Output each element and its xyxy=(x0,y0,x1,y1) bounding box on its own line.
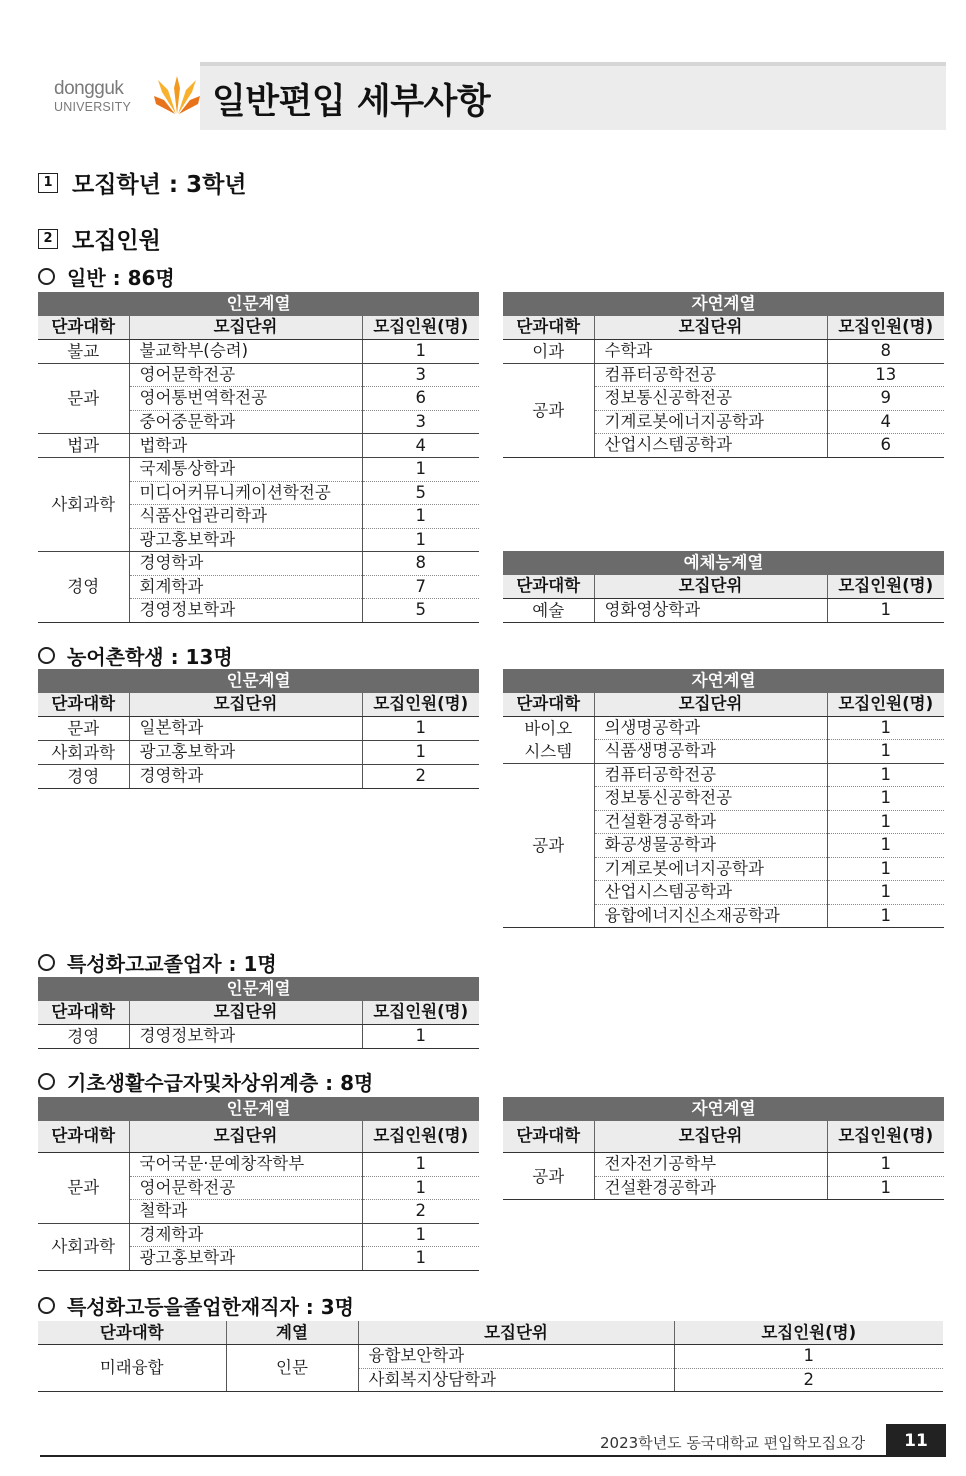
col-header-track: 계열 xyxy=(226,1321,358,1345)
count-cell: 1 xyxy=(827,904,944,928)
col-header-college: 단과대학 xyxy=(38,1121,129,1153)
col-header-count: 모집인원(명) xyxy=(674,1321,943,1345)
count-cell: 1 xyxy=(827,881,944,905)
college-cell: 경영 xyxy=(38,764,129,788)
college-cell: 사회과학 xyxy=(38,458,129,552)
count-cell: 3 xyxy=(362,363,479,387)
logo-subtext: UNIVERSITY xyxy=(54,100,132,114)
table-row xyxy=(38,363,479,387)
col-header-count: 모집인원(명) xyxy=(362,1001,479,1025)
college-cell: 경영 xyxy=(38,1024,129,1048)
college-cell: 바이오 시스템 xyxy=(503,716,594,763)
table-row xyxy=(503,763,944,787)
unit-cell: 화공생물공학과 xyxy=(594,834,827,858)
count-cell: 1 xyxy=(362,1024,479,1048)
unit-cell: 미디어커뮤니케이션학전공 xyxy=(129,481,362,505)
count-cell: 1 xyxy=(827,1176,944,1200)
page-number: 11 xyxy=(886,1424,946,1457)
circle-bullet-icon xyxy=(38,1073,55,1090)
college-cell: 법과 xyxy=(38,434,129,458)
subsection-title: 일반 : 86명 xyxy=(67,266,175,290)
unit-cell: 국제통상학과 xyxy=(129,458,362,482)
count-cell: 1 xyxy=(362,458,479,482)
general-arts-table xyxy=(503,551,944,623)
table-caption: 자연계열 xyxy=(503,292,944,316)
page-title: 일반편입 세부사항 xyxy=(212,82,491,122)
count-cell: 1 xyxy=(362,1223,479,1247)
college-cell: 경영 xyxy=(38,552,129,623)
count-cell: 1 xyxy=(827,598,944,622)
circle-bullet-icon xyxy=(38,1297,55,1314)
general-science-table xyxy=(503,292,944,458)
count-cell: 1 xyxy=(362,1153,479,1177)
table-caption: 인문계열 xyxy=(38,1097,479,1121)
lotus-logo-icon xyxy=(154,74,200,116)
college-cell: 문과 xyxy=(38,1153,129,1224)
table-caption: 인문계열 xyxy=(38,292,479,316)
basic-science-table xyxy=(503,1097,944,1200)
unit-cell: 국어국문·문예창작학부 xyxy=(129,1153,362,1177)
section-number-box: 2 xyxy=(38,229,58,249)
count-cell: 1 xyxy=(827,787,944,811)
subsection-title: 특성화고등을졸업한재직자 : 3명 xyxy=(67,1295,354,1319)
section-recruit-year xyxy=(38,166,247,199)
col-header-count: 모집인원(명) xyxy=(362,316,479,340)
unit-cell: 경영정보학과 xyxy=(129,1024,362,1048)
unit-cell: 철학과 xyxy=(129,1200,362,1224)
count-cell: 3 xyxy=(362,410,479,434)
title-bar xyxy=(200,62,946,130)
table-row xyxy=(38,339,479,363)
subsection-title: 특성화고교졸업자 : 1명 xyxy=(67,952,277,976)
table-row xyxy=(38,716,479,740)
table-caption: 인문계열 xyxy=(38,669,479,693)
table-row xyxy=(503,339,944,363)
col-header-college: 단과대학 xyxy=(38,1321,226,1345)
col-header-college: 단과대학 xyxy=(503,693,594,717)
section-title: 모집인원 xyxy=(72,228,161,254)
count-cell: 1 xyxy=(362,1247,479,1271)
col-header-count: 모집인원(명) xyxy=(827,693,944,717)
count-cell: 5 xyxy=(362,599,479,623)
unit-cell: 컴퓨터공학전공 xyxy=(594,763,827,787)
subsection-basic-living xyxy=(38,1067,373,1096)
unit-cell: 기계로봇에너지공학과 xyxy=(594,857,827,881)
table-row xyxy=(503,598,944,622)
circle-bullet-icon xyxy=(38,954,55,971)
col-header-unit: 모집단위 xyxy=(358,1321,674,1345)
count-cell: 13 xyxy=(827,363,944,387)
college-cell: 사회과학 xyxy=(38,740,129,764)
unit-cell: 의생명공학과 xyxy=(594,716,827,740)
table-row xyxy=(38,740,479,764)
count-cell: 6 xyxy=(827,434,944,458)
count-cell: 7 xyxy=(362,575,479,599)
unit-cell: 기계로봇에너지공학과 xyxy=(594,410,827,434)
unit-cell: 법학과 xyxy=(129,434,362,458)
col-header-count: 모집인원(명) xyxy=(362,1121,479,1153)
count-cell: 1 xyxy=(827,740,944,764)
college-cell: 미래융합 xyxy=(38,1345,226,1392)
college-cell: 불교 xyxy=(38,339,129,363)
count-cell: 1 xyxy=(827,857,944,881)
count-cell: 1 xyxy=(362,1176,479,1200)
unit-cell: 경영정보학과 xyxy=(129,599,362,623)
unit-cell: 일본학과 xyxy=(129,716,362,740)
unit-cell: 광고홍보학과 xyxy=(129,740,362,764)
college-cell: 문과 xyxy=(38,363,129,434)
col-header-college: 단과대학 xyxy=(38,693,129,717)
unit-cell: 융합에너지신소재공학과 xyxy=(594,904,827,928)
subsection-general xyxy=(38,262,175,291)
col-header-unit: 모집단위 xyxy=(594,693,827,717)
unit-cell: 수학과 xyxy=(594,339,827,363)
table-row xyxy=(38,1024,479,1048)
table-caption: 자연계열 xyxy=(503,669,944,693)
unit-cell: 식품산업관리학과 xyxy=(129,505,362,529)
count-cell: 9 xyxy=(827,387,944,411)
unit-cell: 광고홍보학과 xyxy=(129,1247,362,1271)
unit-cell: 정보통신공학전공 xyxy=(594,787,827,811)
college-cell: 문과 xyxy=(38,716,129,740)
table-caption: 인문계열 xyxy=(38,977,479,1001)
circle-bullet-icon xyxy=(38,647,55,664)
count-cell: 8 xyxy=(362,552,479,576)
count-cell: 5 xyxy=(362,481,479,505)
count-cell: 1 xyxy=(827,834,944,858)
unit-cell: 정보통신공학전공 xyxy=(594,387,827,411)
unit-cell: 산업시스템공학과 xyxy=(594,434,827,458)
unit-cell: 경영학과 xyxy=(129,552,362,576)
unit-cell: 중어중문학과 xyxy=(129,410,362,434)
page-header xyxy=(40,62,946,130)
table-row xyxy=(38,458,479,482)
general-humanities-table xyxy=(38,292,479,623)
unit-cell: 회계학과 xyxy=(129,575,362,599)
unit-cell: 식품생명공학과 xyxy=(594,740,827,764)
col-header-unit: 모집단위 xyxy=(129,1001,362,1025)
col-header-unit: 모집단위 xyxy=(129,316,362,340)
count-cell: 1 xyxy=(362,339,479,363)
subsection-workers xyxy=(38,1291,354,1320)
col-header-count: 모집인원(명) xyxy=(827,575,944,599)
subsection-title: 농어촌학생 : 13명 xyxy=(67,645,233,669)
col-header-unit: 모집단위 xyxy=(594,1121,827,1153)
count-cell: 6 xyxy=(362,387,479,411)
rural-science-table xyxy=(503,669,944,928)
workers-table xyxy=(38,1321,943,1392)
college-cell: 공과 xyxy=(503,363,594,457)
unit-cell: 영어문학전공 xyxy=(129,363,362,387)
unit-cell: 산업시스템공학과 xyxy=(594,881,827,905)
college-cell: 공과 xyxy=(503,1153,594,1200)
subsection-rural xyxy=(38,641,233,670)
college-cell: 공과 xyxy=(503,763,594,928)
logo-wordmark: dongguk xyxy=(54,78,124,99)
table-caption: 자연계열 xyxy=(503,1097,944,1121)
count-cell: 2 xyxy=(362,764,479,788)
table-caption: 예체능계열 xyxy=(503,551,944,575)
unit-cell: 사회복지상담학과 xyxy=(358,1368,674,1392)
college-cell: 이과 xyxy=(503,339,594,363)
basic-humanities-table xyxy=(38,1097,479,1271)
subsection-special-hs xyxy=(38,948,277,977)
table-row xyxy=(503,363,944,387)
table-row xyxy=(38,764,479,788)
unit-cell: 컴퓨터공학전공 xyxy=(594,363,827,387)
unit-cell: 융합보안학과 xyxy=(358,1345,674,1369)
section-recruit-count xyxy=(38,222,161,255)
count-cell: 1 xyxy=(827,763,944,787)
unit-cell: 불교학부(승려) xyxy=(129,339,362,363)
count-cell: 1 xyxy=(827,1153,944,1177)
rural-humanities-table xyxy=(38,669,479,789)
col-header-unit: 모집단위 xyxy=(594,316,827,340)
col-header-college: 단과대학 xyxy=(503,1121,594,1153)
college-cell: 사회과학 xyxy=(38,1223,129,1270)
college-cell: 예술 xyxy=(503,598,594,622)
count-cell: 4 xyxy=(362,434,479,458)
col-header-unit: 모집단위 xyxy=(594,575,827,599)
count-cell: 1 xyxy=(827,716,944,740)
unit-cell: 전자전기공학부 xyxy=(594,1153,827,1177)
university-logo xyxy=(54,76,204,120)
table-row xyxy=(38,434,479,458)
unit-cell: 경영학과 xyxy=(129,764,362,788)
col-header-count: 모집인원(명) xyxy=(827,316,944,340)
unit-cell: 영화영상학과 xyxy=(594,598,827,622)
count-cell: 2 xyxy=(674,1368,943,1392)
count-cell: 1 xyxy=(362,716,479,740)
count-cell: 1 xyxy=(362,528,479,552)
table-row xyxy=(38,1345,943,1369)
track-cell: 인문 xyxy=(226,1345,358,1392)
count-cell: 2 xyxy=(362,1200,479,1224)
col-header-count: 모집인원(명) xyxy=(827,1121,944,1153)
count-cell: 1 xyxy=(362,740,479,764)
col-header-college: 단과대학 xyxy=(503,575,594,599)
table-row xyxy=(38,1223,479,1247)
col-header-college: 단과대학 xyxy=(38,316,129,340)
count-cell: 1 xyxy=(362,505,479,529)
footer-text: 2023학년도 동국대학교 편입학모집요강 xyxy=(600,1434,866,1452)
table-row xyxy=(503,1153,944,1177)
unit-cell: 경제학과 xyxy=(129,1223,362,1247)
col-header-college: 단과대학 xyxy=(38,1001,129,1025)
subsection-title: 기초생활수급자및차상위계층 : 8명 xyxy=(67,1071,374,1095)
footer-divider xyxy=(40,1455,946,1457)
col-header-college: 단과대학 xyxy=(503,316,594,340)
count-cell: 4 xyxy=(827,410,944,434)
count-cell: 1 xyxy=(674,1345,943,1369)
table-row xyxy=(503,716,944,740)
count-cell: 1 xyxy=(827,810,944,834)
unit-cell: 건설환경공학과 xyxy=(594,810,827,834)
table-row xyxy=(38,1153,479,1177)
circle-bullet-icon xyxy=(38,268,55,285)
unit-cell: 건설환경공학과 xyxy=(594,1176,827,1200)
col-header-unit: 모집단위 xyxy=(129,693,362,717)
col-header-unit: 모집단위 xyxy=(129,1121,362,1153)
special-humanities-table xyxy=(38,977,479,1049)
table-row xyxy=(38,552,479,576)
count-cell: 8 xyxy=(827,339,944,363)
section-title: 모집학년 : 3학년 xyxy=(72,172,247,198)
section-number-box: 1 xyxy=(38,173,58,193)
unit-cell: 광고홍보학과 xyxy=(129,528,362,552)
unit-cell: 영어통번역학전공 xyxy=(129,387,362,411)
unit-cell: 영어문학전공 xyxy=(129,1176,362,1200)
col-header-count: 모집인원(명) xyxy=(362,693,479,717)
